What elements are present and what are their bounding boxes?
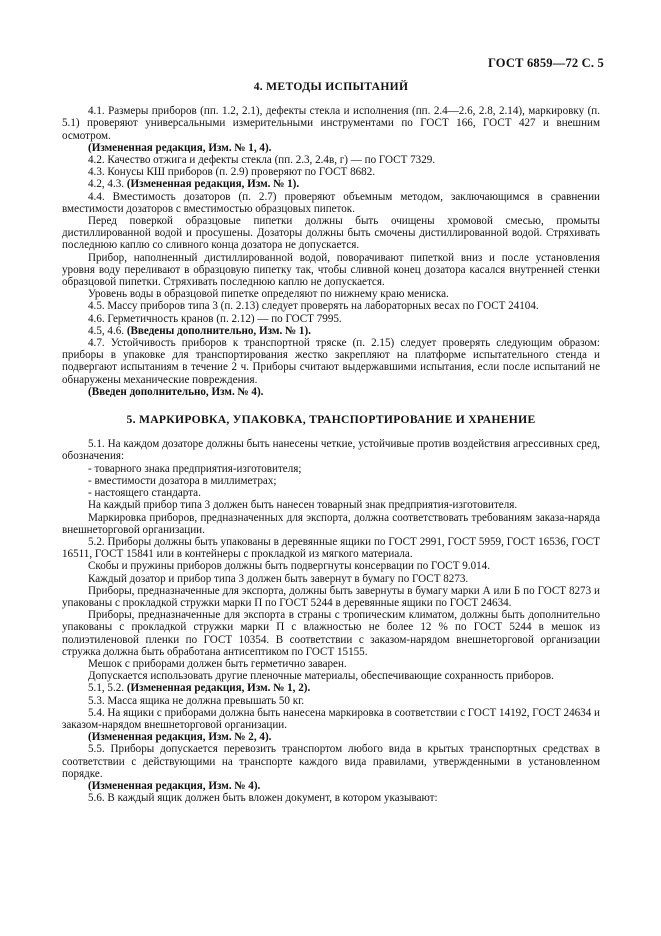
amendment-text: (Измененная редакция, Изм. № 1, 2). xyxy=(126,682,311,695)
amendment-ref: 4.5, 4.6. xyxy=(88,324,127,337)
list-item: - товарного знака предприятия-изготовителя; xyxy=(88,462,302,475)
paragraph-4-1: 4.1. Размеры приборов (пп. 1.2, 2.1), дефекты стекла и исполнения (пп. 2.4—2.6, 2.8, 2.14), маркировку (п. 5.1) проверяют универсальными измерительными инструментами по ГОСТ 166, ГОСТ 427 и внешним осмотром. xyxy=(62,105,600,142)
amendment-note: (Измененная редакция, Изм. № 4). xyxy=(88,779,261,792)
paragraph: Приборы, предназначенные для экспорта, должны быть завернуты в бумагу марки А или Б по ГОСТ 8273 и упакованы с прокладкой стружки марки П по ГОСТ 5244 в деревянные ящики по ГОСТ 24634. xyxy=(62,584,600,609)
amendment-note: (Введен дополнительно, Изм. № 4). xyxy=(88,385,264,398)
paragraph-4-6: 4.6. Герметичность кранов (п. 2.12) — по ГОСТ 7995. xyxy=(88,312,342,325)
paragraph: Скобы и пружины приборов должны быть подвергнуты консервации по ГОСТ 9.014. xyxy=(88,560,490,573)
paragraph: Перед поверкой образцовые пипетки должны быть очищены хромовой смесью, промыты дистиллированной водой и просушены. Дозаторы должны быть смочены дистиллированной водой. Стряхивать последнюю каплю со сливного конца дозатора не допускается. xyxy=(62,215,600,252)
paragraph-4-5: 4.5. Массу приборов типа 3 (п. 2.13) следует проверять на лабораторных весах по ГОСТ 24104. xyxy=(88,300,539,313)
paragraph-4-3: 4.3. Конусы КШ приборов (п. 2.9) проверяют по ГОСТ 8682. xyxy=(88,166,376,179)
section-4-heading: 4. МЕТОДЫ ИСПЫТАНИЙ xyxy=(253,80,409,93)
paragraph: На каждый прибор типа 3 должен быть нанесен товарный знак предприятия-изготовителя. xyxy=(88,499,518,512)
paragraph-5-2: 5.2. Приборы должны быть упакованы в деревянные ящики по ГОСТ 2991, ГОСТ 5959, ГОСТ 16536, ГОСТ 16511, ГОСТ 15841 или в контейнеры с прокладкой из мягкого материала. xyxy=(62,535,600,561)
paragraph-5-5: 5.5. Приборы допускается перевозить транспортом любого вида в крытых транспортных средствах в соответствии с действующими на транспорте каждого вида правилами, утвержденными в установленном порядке. xyxy=(62,743,600,780)
page-content xyxy=(62,81,600,804)
amendment-note: (Измененная редакция, Изм. № 1, 4). xyxy=(88,141,272,154)
section-5-heading: 5. МАРКИРОВКА, УПАКОВКА, ТРАНСПОРТИРОВАНИЕ И ХРАНЕНИЕ xyxy=(126,413,536,427)
paragraph-5-3: 5.3. Масса ящика не должна превышать 50 кг. xyxy=(88,694,305,707)
paragraph: Допускается использовать другие пленочные материалы, обеспечивающие сохранность приборов. xyxy=(88,670,554,683)
paragraph: Маркировка приборов, предназначенных для экспорта, должна соответствовать требованиям заказа-наряда внешнеторговой организации. xyxy=(62,511,600,536)
running-header: ГОСТ 6859—72 С. 5 xyxy=(487,56,604,70)
paragraph-5-4: 5.4. На ящики с приборами должна быть нанесена маркировка в соответствии с ГОСТ 14192, ГОСТ 24634 и заказом-нарядом внешнеторговой организации. xyxy=(62,706,600,731)
amendment-text: (Измененная редакция, Изм. № 1). xyxy=(126,178,300,191)
amendment-note xyxy=(62,178,600,190)
list-item: - вместимости дозатора в миллиметрах; xyxy=(88,474,277,487)
amendment-note: (Измененная редакция, Изм. № 2, 4). xyxy=(88,731,272,744)
paragraph-4-4: 4.4. Вместимость дозаторов (п. 2.7) проверяют объемным методом, заключающимся в сравнении вместимости дозаторов с вместимостью образцовых пипеток. xyxy=(62,190,600,215)
paragraph: Приборы, предназначенные для экспорта в страны с тропическим климатом, должны быть дополнительно упакованы с прокладкой стружки марки П с влажностью не более 12 % по ГОСТ 5244 в мешок из полиэтиленовой пленки по ГОСТ 10354. В соответствии с заказом-нарядом внешнеторговой организации стружка должна быть обработана антисептиком по ГОСТ 15155. xyxy=(62,609,600,658)
paragraph-4-7: 4.7. Устойчивость приборов к транспортной тряске (п. 2.15) следует проверять следующим образом: приборы в упаковке для транспортирования жестко закрепляют на платформе испытательного стенда и подвергают испытаниям в течение 2 ч. Приборы считают выдержавшими испытания, если после испытаний не обнаружены механические повреждения. xyxy=(62,337,600,386)
paragraph-4-2: 4.2. Качество отжига и дефекты стекла (пп. 2.3, 2.4в, г) — по ГОСТ 7329. xyxy=(88,154,436,167)
amendment-note xyxy=(62,682,600,694)
list-item: - настоящего стандарта. xyxy=(88,487,201,500)
amendment-text: (Введены дополнительно, Изм. № 1). xyxy=(126,324,311,337)
amendment-ref: 5.1, 5.2. xyxy=(88,682,127,695)
amendment-note xyxy=(62,325,600,337)
amendment-ref: 4.2, 4.3. xyxy=(88,178,127,191)
paragraph: Каждый дозатор и прибор типа 3 должен быть завернут в бумагу по ГОСТ 8273. xyxy=(88,572,469,585)
paragraph-5-6: 5.6. В каждый ящик должен быть вложен документ, в котором указывают: xyxy=(88,792,438,805)
paragraph-5-1: 5.1. На каждом дозаторе должны быть нанесены четкие, устойчивые против воздействия агрессивных сред, обозначения: xyxy=(62,438,600,463)
paragraph: Уровень воды в образцовой пипетке определяют по нижнему краю мениска. xyxy=(88,288,449,301)
paragraph: Мешок с приборами должен быть герметично заварен. xyxy=(88,657,347,670)
paragraph: Прибор, наполненный дистиллированной водой, поворачивают пипеткой вниз и после установления уровня воду переливают в образцовую пипетку так, чтобы сливной конец дозатора касался внутренней стенки образцовой пипетки. Стряхивать последнюю каплю не допускается. xyxy=(62,251,600,289)
